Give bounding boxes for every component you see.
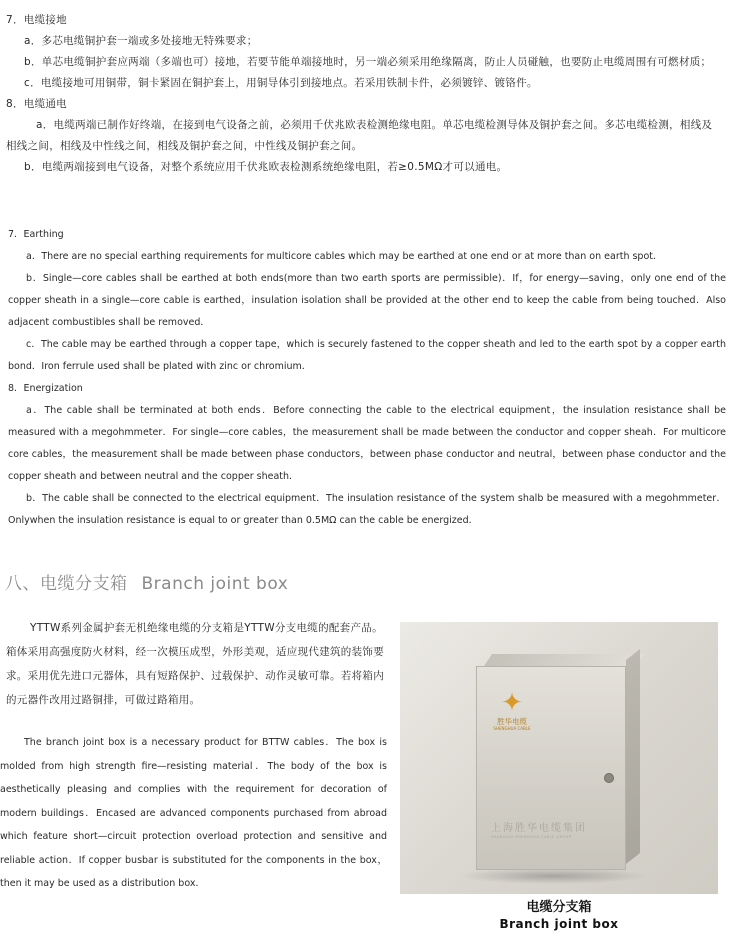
en-s8-item-b: b．The cable shall be connected to the electrical equipment．The insulation resistance of the system shalb be measured with a megohmmeter．Onlywhen the insulation resistance is equal to or greater than 0.5MΩ can the cable be energized． [8,493,726,526]
door-lock-icon [604,773,614,783]
logo-text-cn: 胜华电缆 [497,717,527,726]
box-front-door [476,666,626,870]
branch-box-photo [400,622,718,894]
photo-caption-en: Branch joint box [499,917,619,931]
box-side-panel [626,649,640,864]
en-s8-title: 8．Energization [8,383,83,394]
plate-text-en: SHANGHAI SHENGHUA CABLE GROUP [491,835,572,839]
cn-installation-text [6,10,718,178]
branch-box-description-en [0,731,387,896]
en-s8-item-a: a．The cable shall be terminated at both ends．Before connecting the cable to the electrical equipment，the insulation resistance shall be measured with a megohmmeter．For single—core cables，the measurement shall be made between the conductor and copper sheah．For multicore core cables，the measurement shall be made between phase conductors，between phase conductor and neutral，between phase conductor and the copper sheath and between neutral and the copper sheath． [8,405,726,482]
branch-box-description-cn [6,616,390,712]
en-s7-item-c: c．The cable may be earthed through a copper tape，which is securely fastened to the copper sheath and led to the earth spot by a copper earth bond．Iron ferrule used shall be plated with zinc or chromium． [8,339,726,372]
cn-s8-item-b: b．电缆两端接到电气设备，对整个系统应用千伏兆欧表检测系统绝缘电阻，若≥0.5MΩ才可以通电。 [24,161,508,173]
en-s7-item-b: b．Single—core cables shall be earthed at both ends(more than two earth sports are permissible)．If，for energy—saving，only one end of the copper sheath in a single—core cable is earthed，insulation isolation shall be provided at the other end to keep the cable from being touched．Also adjacent combustibles shall be removed． [8,273,726,328]
cn-s7-item-b: b．单芯电缆铜护套应两端（多端也可）接地，若要节能单端接地时，另一端必须采用绝缘隔离，防止人员碰触，也要防止电缆周围有可燃材质； [24,56,712,68]
desc-cn-paragraph: YTTW系列金属护套无机绝缘电缆的分支箱是YTTW分支电缆的配套产品。箱体采用高强度防火材料，经一次模压成型，外形美观，适应现代建筑的装饰要求。采用优先进口元器体，具有短路保护、过载保护、动作灵敏可靠。若将箱内的元器件改用过路铜排，可做过路箱用。 [6,622,384,706]
cn-s8-title: 8．电缆通电 [6,98,67,110]
cn-s8-item-a: a．电缆两端已制作好终端，在接到电气设备之前，必须用千伏兆欧表检测绝缘电阻。单芯电缆检测导体及铜护套之间。多芯电缆检测，相线及相线之间，相线及中性线之间，相线及铜护套之间，中性线及铜护套之间。 [6,119,713,152]
company-logo [491,689,533,732]
photo-caption-cn: 电缆分支箱 [526,900,592,915]
photo-shadow [458,868,648,884]
section-title-cn: 八、电缆分支箱 [5,574,128,594]
en-s7-item-a: a．There are no special earthing requirements for multicore cables which may be earthed at one end or at more than on earth spot． [26,251,663,262]
logo-text-en: SHENGHUA CABLE [493,726,531,731]
cn-s7-item-a: a．多芯电缆铜护套一端或多处接地无特殊要求； [24,35,258,47]
plate-text-cn: 上海胜华电缆集团 [491,823,587,834]
star-logo-icon: ✦ [501,688,523,718]
desc-en-paragraph: The branch joint box is a necessary product for BTTW cables．The box is molded from high strength fire—resisting material．The body of the box is aesthetically pleasing and complies with the requirement for decoration of modern buildings．Encased are advanced components purchased from abroad which feature short—circuit protection overload protection and sensitive and reliable action．If copper busbar is substituted for the components in the box，then it may be used as a distribution box． [0,737,387,889]
cn-s7-title: 7．电缆接地 [6,14,67,26]
box-top-panel [484,654,644,666]
brand-plate [491,819,615,839]
section-heading [5,569,288,594]
section-title-en: Branch joint box [141,574,289,594]
en-s7-title: 7．Earthing [8,229,64,240]
cn-s7-item-c: c．电缆接地可用铜带，铜卡紧固在铜护套上，用铜导体引到接地点。若采用铁制卡件，必须镀锌、镀铬件。 [24,77,538,89]
en-installation-text [8,224,726,532]
